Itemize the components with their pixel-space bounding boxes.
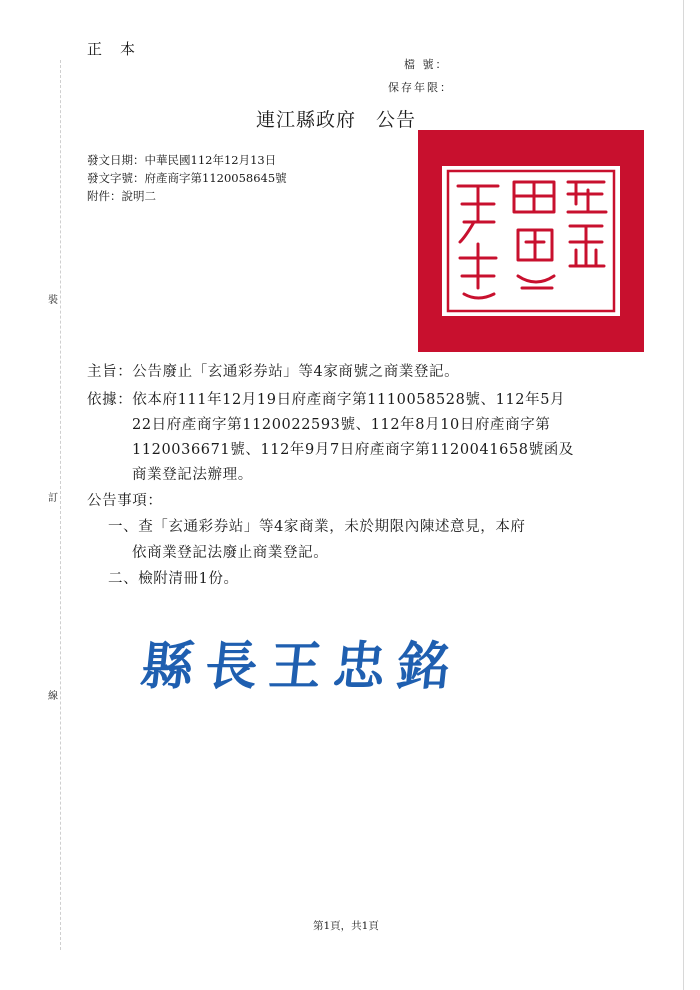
- basis-line-2: 22日府產商字第1120022593號、112年8月10日府產商字第: [132, 417, 551, 433]
- page-edge-line: [683, 0, 684, 990]
- official-seal: [418, 130, 644, 352]
- notice-item-1-line-1: 一、查「玄通彩券站」等4家商業，未於期限內陳述意見，本府: [108, 519, 526, 535]
- issue-date: 發文日期：中華民國112年12月13日: [87, 153, 277, 167]
- notice-item-2: 二、檢附清冊1份。: [108, 571, 239, 587]
- binding-mark-bind: 裝: [48, 295, 58, 306]
- page-number: 第1頁，共1頁: [313, 920, 379, 932]
- document-type: 公告: [376, 109, 417, 131]
- file-number-label: 檔 號：: [404, 58, 449, 71]
- basis-line-1: 依據：依本府111年12月19日府產商字第1110058528號、112年5月: [87, 392, 566, 408]
- seal-graphic: [418, 130, 644, 352]
- basis-line-3: 1120036671號、112年9月7日府產商字第1120041658號函及: [132, 442, 574, 458]
- binding-mark-staple: 訂: [48, 493, 58, 504]
- binding-mark-line: 線: [48, 691, 58, 702]
- document-title: [256, 105, 416, 132]
- attachment-note: 附件：說明二: [87, 189, 156, 203]
- retention-period-label: 保存年限：: [388, 81, 453, 94]
- basis-line-4: 商業登記法辦理。: [132, 467, 253, 483]
- binding-line: [60, 60, 61, 950]
- magistrate-signature-stamp: 縣長王忠銘: [138, 637, 465, 697]
- issuing-agency: 連江縣政府: [256, 109, 357, 131]
- copy-label: 正本: [87, 40, 154, 58]
- notice-item-1-line-2: 依商業登記法廢止商業登記。: [132, 545, 329, 561]
- document-number: 發文字號：府產商字第1120058645號: [87, 171, 287, 185]
- notice-heading: 公告事項：: [87, 493, 163, 509]
- subject-line: 主旨：公告廢止「玄通彩券站」等4家商號之商業登記。: [87, 364, 460, 380]
